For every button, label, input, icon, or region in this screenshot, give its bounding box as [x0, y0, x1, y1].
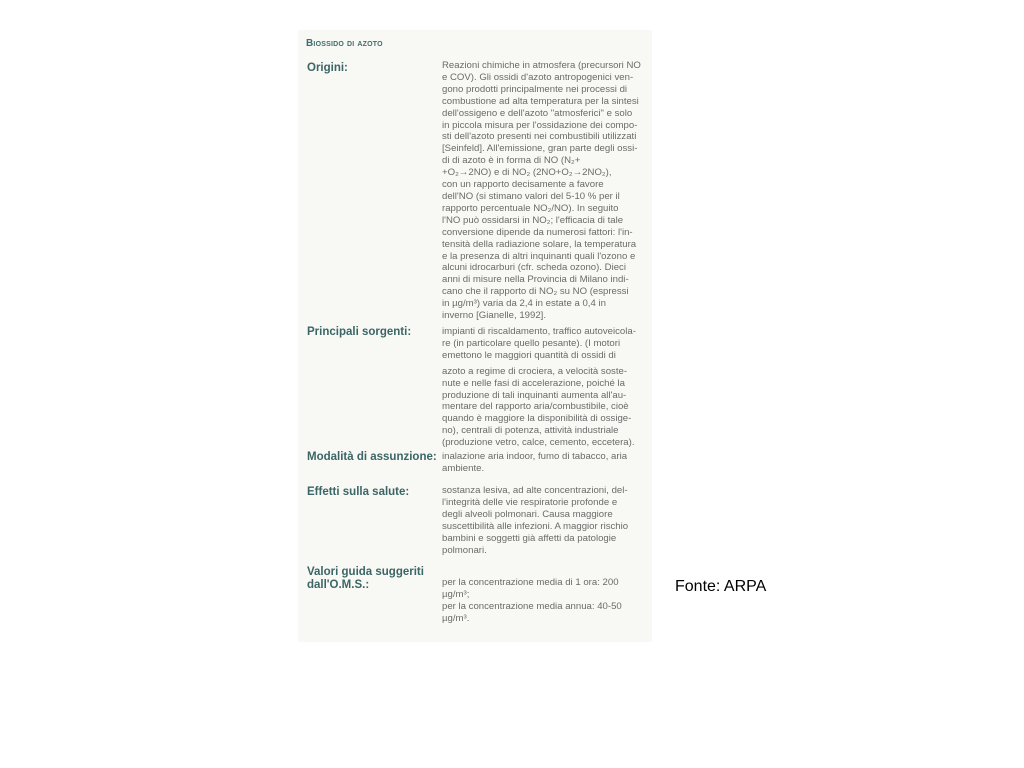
text-line: nute e nelle fasi di accelerazione, poiché la	[442, 377, 625, 389]
text-line: inalazione aria indoor, fumo di tabacco, aria	[442, 451, 628, 462]
section-label-line: Effetti sulla salute:	[307, 486, 410, 498]
source-credit: Fonte: ARPA	[675, 578, 767, 595]
section-text-effetti-sulla-salute	[442, 485, 645, 556]
section-text-principali-sorgenti	[442, 326, 645, 449]
text-line: suscettibilità alle infezioni. A maggior rischio	[442, 520, 629, 532]
text-line: ambiente.	[442, 462, 485, 474]
text-line: [Seinfeld]. All'emissione, gran parte degli ossi-	[442, 143, 638, 155]
text-line: con un rapporto decisamente a favore	[442, 179, 604, 191]
text-line: (produzione vetro, calce, cemento, eccetera).	[442, 437, 635, 449]
text-line: sostanza lesiva, ad alte concentrazioni, del-	[442, 485, 628, 496]
text-line: l'integrità delle vie respiratorie profonde e	[442, 496, 618, 508]
text-line: polmonari.	[442, 544, 487, 556]
text-line: alcuni idrocarburi (cfr. scheda ozono). Dieci	[442, 262, 626, 274]
text-line: no), centrali di potenza, attività industriale	[442, 425, 619, 437]
text-line: Reazioni chimiche in atmosfera (precursori NO	[442, 60, 641, 71]
text-line: anni di misure nella Provincia di Milano indi-	[442, 274, 629, 286]
text-line: conversione dipende da numerosi fattori: l'in-	[442, 226, 633, 238]
section-label-modalita-di-assunzione	[307, 451, 437, 464]
text-line: degli alveoli polmonari. Causa maggiore	[442, 508, 613, 520]
text-line: tensità della radiazione solare, la temperatura	[442, 238, 637, 250]
text-line: e COV). Gli ossidi d'azoto antropogenici ven-	[442, 71, 634, 83]
text-line: l'NO può ossidarsi in NO₂; l'efficacia di tale	[442, 214, 624, 226]
text-line: per la concentrazione media di 1 ora: 200	[442, 577, 619, 588]
text-line: in µg/m³) varia da 2,4 in estate a 0,4 in	[442, 298, 606, 310]
text-line: inverno [Gianelle, 1992].	[442, 310, 546, 322]
section-label-line: Origini:	[307, 62, 348, 74]
text-line: mentare del rapporto aria/combustibile, cioè	[442, 401, 629, 413]
section-label-valori-guida	[307, 566, 424, 592]
text-line: rapporto percentuale NO₂/NO). In seguito	[442, 202, 619, 214]
text-line: produzione di tali inquinanti aumenta all'au-	[442, 389, 627, 401]
text-line: impianti di riscaldamento, traffico autoveicola-	[442, 326, 636, 337]
text-line: cano che il rapporto di NO₂ su NO (espressi	[442, 286, 629, 298]
text-line: µg/m³.	[442, 612, 470, 624]
section-label-line: dall'O.M.S.:	[307, 579, 370, 591]
text-line: per la concentrazione media annua: 40-50	[442, 600, 622, 612]
text-line: re (in particolare quello pesante). (I motori	[442, 337, 621, 349]
text-line: gono prodotti principalmente nei processi di	[442, 83, 628, 95]
section-label-origini	[307, 62, 348, 75]
section-label-line: Valori guida suggeriti	[307, 566, 424, 578]
text-line: in piccola misura per l'ossidazione dei compo-	[442, 119, 638, 131]
text-line: e la presenza di altri inquinanti quali l'ozono e	[442, 250, 636, 262]
text-line: dell'ossigeno e dell'azoto "atmosferici" e solo	[442, 107, 633, 119]
text-line: di di azoto è in forma di NO (N₂+	[442, 155, 581, 167]
text-line: dell'NO (si stimano valori del 5-10 % per il	[442, 190, 620, 202]
section-text-origini	[442, 60, 645, 322]
section-label-line: Modalità di assunzione:	[307, 451, 437, 463]
section-text-valori-guida	[442, 577, 645, 625]
text-line: emettono le maggiori quantità di ossidi di	[442, 349, 616, 361]
section-text-modalita-di-assunzione	[442, 451, 645, 475]
section-label-principali-sorgenti	[307, 326, 411, 339]
section-label-effetti-sulla-salute	[307, 486, 409, 499]
text-line: µg/m³;	[442, 588, 470, 600]
document-title: Biossido di azoto	[306, 38, 383, 49]
text-line: combustione ad alta temperatura per la sintesi	[442, 95, 639, 107]
text-line: quando è maggiore la disponibilità di ossige-	[442, 413, 632, 425]
section-label-line: Principali sorgenti:	[307, 326, 412, 338]
text-line: bambini e soggetti già affetti da patologie	[442, 532, 617, 544]
text-line: azoto a regime di crociera, a velocità soste-	[442, 365, 628, 377]
text-line: +O₂→2NO) e di NO₂ (2NO+O₂→2NO₂),	[442, 167, 612, 179]
text-line: sti dell'azoto presenti nei combustibili utilizzati	[442, 131, 637, 143]
